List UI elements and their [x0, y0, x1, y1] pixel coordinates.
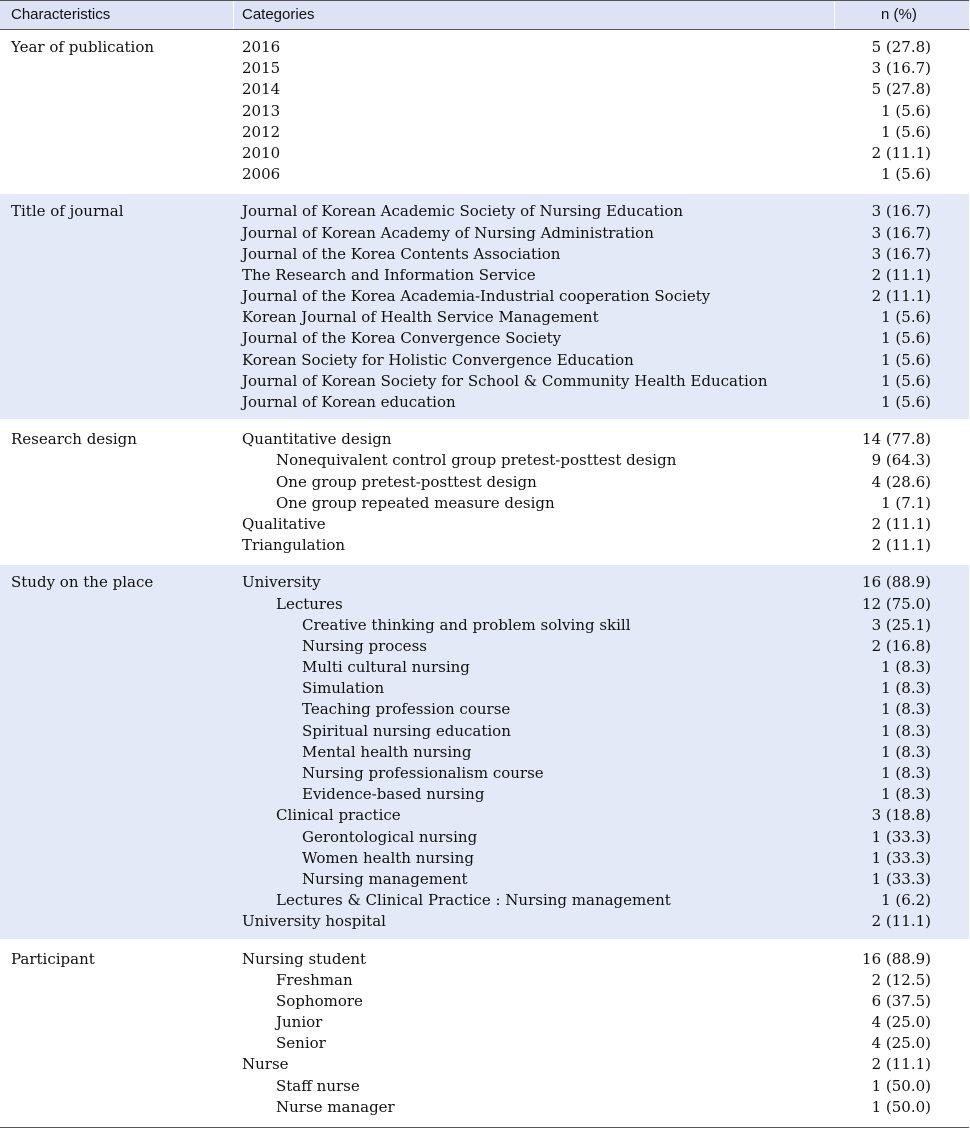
- category-label: Lectures: [276, 594, 343, 613]
- n-percent-value: 14 (77.8): [862, 430, 931, 449]
- n-percent-value: 1 (8.3): [881, 785, 931, 804]
- category-label: 2014: [242, 80, 281, 99]
- table-row: [0, 721, 969, 742]
- category-label: Journal of Korean Academy of Nursing Administration: [242, 223, 654, 242]
- category-label: 2016: [242, 38, 281, 56]
- n-percent-value: 3 (18.8): [871, 806, 931, 825]
- n-percent-value: 12 (75.0): [862, 594, 931, 613]
- category-label: University hospital: [242, 912, 386, 931]
- table-row: [0, 1033, 969, 1054]
- table-row: [0, 286, 969, 307]
- table-row: [0, 1076, 969, 1097]
- n-percent-value: 2 (16.8): [871, 636, 931, 655]
- header-n-percent: n (%): [881, 6, 917, 23]
- category-label: Simulation: [302, 679, 385, 698]
- category-label: Nursing process: [302, 636, 427, 655]
- n-percent-value: 1 (33.3): [871, 848, 931, 867]
- table-row: [0, 991, 969, 1012]
- n-percent-value: 1 (5.6): [881, 393, 931, 411]
- n-percent-value: 2 (11.1): [871, 1055, 931, 1074]
- table-row: [0, 535, 969, 556]
- table-row: [0, 201, 969, 222]
- n-percent-value: 1 (8.3): [881, 679, 931, 698]
- table-row: [0, 911, 969, 932]
- table-row: [0, 265, 969, 286]
- table-section: [0, 194, 969, 419]
- table-row: [0, 244, 969, 265]
- category-label: Nursing student: [242, 949, 367, 968]
- category-label: Journal of Korean Academic Society of Nursing Education: [242, 202, 684, 221]
- n-percent-value: 2 (11.1): [871, 143, 931, 162]
- table-row: [0, 164, 969, 185]
- table-row: [0, 493, 969, 514]
- category-label: Journal of the Korea Academia-Industrial cooperation Society: [242, 287, 711, 306]
- n-percent-value: 16 (88.9): [862, 949, 931, 968]
- n-percent-value: 6 (37.5): [871, 991, 931, 1010]
- table-row: [0, 307, 969, 328]
- category-label: Nurse: [242, 1055, 289, 1074]
- table-header: [0, 0, 969, 30]
- n-percent-value: 9 (64.3): [871, 451, 931, 470]
- category-label: Teaching profession course: [302, 700, 511, 719]
- category-label: 2010: [242, 143, 281, 162]
- table-row: [0, 805, 969, 826]
- table-body: [0, 30, 969, 1124]
- table-section: [0, 565, 969, 938]
- n-percent-value: 1 (33.3): [871, 827, 931, 846]
- category-label: One group repeated measure design: [276, 493, 555, 512]
- table-row: [0, 594, 969, 615]
- category-label: 2015: [242, 59, 281, 78]
- table-section: [0, 942, 969, 1125]
- category-label: Evidence-based nursing: [302, 785, 485, 804]
- n-percent-value: 3 (16.7): [871, 59, 931, 78]
- n-percent-value: 4 (25.0): [871, 1034, 931, 1053]
- category-label: Nursing professionalism course: [302, 764, 544, 782]
- table-row: [0, 1054, 969, 1075]
- category-label: Qualitative: [242, 514, 326, 533]
- category-label: Clinical practice: [276, 806, 401, 825]
- n-percent-value: 1 (5.6): [881, 122, 931, 141]
- n-percent-value: 1 (50.0): [871, 1097, 931, 1116]
- table-row: [0, 143, 969, 164]
- category-label: 2013: [242, 101, 281, 120]
- table-row: [0, 79, 969, 100]
- n-percent-value: 1 (5.6): [881, 350, 931, 369]
- column-divider: [233, 1, 234, 29]
- table-row: [0, 450, 969, 471]
- category-label: The Research and Information Service: [242, 265, 536, 284]
- table-row: [0, 371, 969, 392]
- n-percent-value: 1 (5.6): [881, 371, 931, 390]
- table-row: [0, 101, 969, 122]
- category-label: Triangulation: [242, 536, 346, 555]
- n-percent-value: 2 (12.5): [871, 970, 931, 989]
- n-percent-value: 2 (11.1): [871, 536, 931, 555]
- category-label: Gerontological nursing: [302, 827, 478, 846]
- category-label: Junior: [276, 1013, 323, 1032]
- table-row: [0, 949, 969, 970]
- n-percent-value: 5 (27.8): [871, 38, 931, 56]
- category-label: One group pretest-posttest design: [276, 472, 537, 491]
- table-row: [0, 328, 969, 349]
- n-percent-value: 5 (27.8): [871, 80, 931, 99]
- table-row: [0, 1012, 969, 1033]
- table-row: [0, 514, 969, 535]
- table-section: [0, 30, 969, 191]
- n-percent-value: 3 (16.7): [871, 202, 931, 221]
- n-percent-value: 1 (8.3): [881, 658, 931, 677]
- table-row: [0, 784, 969, 805]
- category-label: Staff nurse: [276, 1076, 360, 1095]
- table-row: [0, 58, 969, 79]
- table-row: [0, 890, 969, 911]
- n-percent-value: 4 (25.0): [871, 1013, 931, 1032]
- n-percent-value: 1 (8.3): [881, 700, 931, 719]
- category-label: University: [242, 573, 321, 592]
- table-row: [0, 223, 969, 244]
- n-percent-value: 1 (5.6): [881, 165, 931, 184]
- category-label: Quantitative design: [242, 430, 392, 449]
- category-label: Korean Journal of Health Service Management: [242, 308, 599, 327]
- table-row: [0, 848, 969, 869]
- table-row: [0, 763, 969, 784]
- characteristic-label: Research design: [11, 430, 137, 449]
- n-percent-value: 1 (8.3): [881, 764, 931, 782]
- n-percent-value: 2 (11.1): [871, 287, 931, 306]
- n-percent-value: 2 (11.1): [871, 265, 931, 284]
- table-row: [0, 472, 969, 493]
- table-row: [0, 678, 969, 699]
- n-percent-value: 1 (5.6): [881, 308, 931, 327]
- n-percent-value: 2 (11.1): [871, 514, 931, 533]
- table-row: [0, 429, 969, 450]
- n-percent-value: 1 (6.2): [881, 891, 931, 910]
- table-row: [0, 742, 969, 763]
- n-percent-value: 1 (8.3): [881, 721, 931, 740]
- header-categories: Categories: [242, 6, 315, 23]
- category-label: Freshman: [276, 970, 353, 989]
- characteristic-label: Study on the place: [11, 573, 154, 592]
- n-percent-value: 2 (11.1): [871, 912, 931, 931]
- characteristic-label: Year of publication: [11, 38, 155, 56]
- n-percent-value: 16 (88.9): [862, 573, 931, 592]
- category-label: Journal of the Korea Contents Association: [242, 244, 561, 263]
- category-label: Sophomore: [276, 991, 363, 1010]
- category-label: Journal of Korean Society for School & Community Health Education: [242, 371, 768, 390]
- category-label: Lectures & Clinical Practice : Nursing management: [276, 891, 671, 910]
- n-percent-value: 1 (5.6): [881, 329, 931, 348]
- n-percent-value: 3 (16.7): [871, 244, 931, 263]
- category-label: Senior: [276, 1034, 326, 1053]
- table-row: [0, 657, 969, 678]
- n-percent-value: 3 (16.7): [871, 223, 931, 242]
- table-row: [0, 827, 969, 848]
- table-row: [0, 122, 969, 143]
- category-label: Multi cultural nursing: [302, 658, 470, 677]
- n-percent-value: 1 (5.6): [881, 101, 931, 120]
- category-label: Journal of the Korea Convergence Society: [242, 329, 562, 348]
- category-label: Spiritual nursing education: [302, 721, 511, 740]
- table-row: [0, 869, 969, 890]
- table-row: [0, 615, 969, 636]
- n-percent-value: 1 (7.1): [881, 493, 931, 512]
- n-percent-value: 1 (33.3): [871, 869, 931, 888]
- characteristic-label: Participant: [11, 949, 95, 968]
- table-section: [0, 422, 969, 562]
- table-row: [0, 636, 969, 657]
- header-characteristics: Characteristics: [11, 6, 111, 23]
- n-percent-value: 4 (28.6): [871, 472, 931, 491]
- table-row: [0, 572, 969, 593]
- table-row: [0, 1097, 969, 1118]
- category-label: Mental health nursing: [302, 742, 472, 761]
- category-label: Nurse manager: [276, 1097, 395, 1116]
- table-row: [0, 392, 969, 413]
- category-label: Creative thinking and problem solving skill: [302, 615, 631, 634]
- category-label: Women health nursing: [302, 848, 474, 867]
- characteristic-label: Title of journal: [11, 202, 124, 221]
- n-percent-value: 1 (8.3): [881, 742, 931, 761]
- category-label: 2006: [242, 165, 281, 184]
- table-row: [0, 699, 969, 720]
- table-row: [0, 37, 969, 58]
- table-row: [0, 970, 969, 991]
- column-divider: [834, 1, 835, 29]
- category-label: Korean Society for Holistic Convergence Education: [242, 350, 634, 369]
- category-label: 2012: [242, 122, 281, 141]
- n-percent-value: 3 (25.1): [871, 615, 931, 634]
- n-percent-value: 1 (50.0): [871, 1076, 931, 1095]
- category-label: Nonequivalent control group pretest-posttest design: [276, 451, 677, 470]
- category-label: Journal of Korean education: [242, 393, 456, 411]
- category-label: Nursing management: [302, 869, 468, 888]
- table-row: [0, 350, 969, 371]
